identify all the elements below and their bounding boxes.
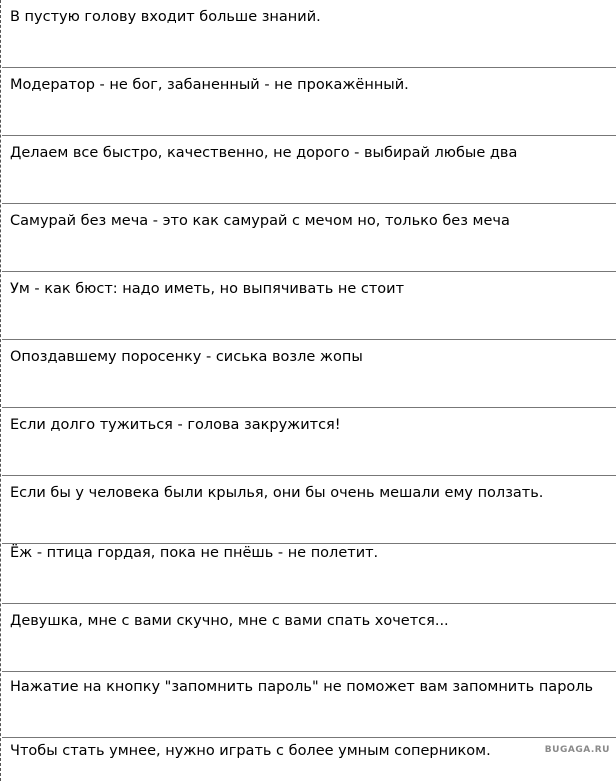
joke-text: Ум - как бюст: надо иметь, но выпячивать не стоит: [10, 281, 405, 297]
joke-text: Если бы у человека были крылья, они бы очень мешали ему ползать.: [10, 485, 544, 501]
joke-text: Делаем все быстро, качественно, не дорого - выбирай любые два: [10, 145, 518, 161]
joke-text: Чтобы стать умнее, нужно играть с более умным соперником.: [10, 743, 491, 759]
joke-strip: [2, 68, 616, 136]
joke-strip: [2, 0, 616, 68]
joke-text: Нажатие на кнопку "запомнить пароль" не поможет вам запомнить пароль: [10, 679, 594, 695]
joke-strip: [2, 272, 616, 340]
joke-strip: [2, 136, 616, 204]
joke-strip: [2, 340, 616, 408]
joke-text: Модератор - не бог, забаненный - не прокажённый.: [10, 77, 409, 93]
site-watermark: BUGAGA.RU: [544, 745, 610, 755]
joke-text: Девушка, мне с вами скучно, мне с вами спать хочется...: [10, 613, 449, 629]
joke-strip: [2, 408, 616, 476]
joke-text: Самурай без меча - это как самурай с мечом но, только без меча: [10, 213, 510, 229]
joke-strip: [2, 604, 616, 672]
joke-strip: [2, 670, 616, 738]
joke-text: Ёж - птица гордая, пока не пнёшь - не полетит.: [10, 545, 379, 561]
joke-text: Опоздавшему поросенку - сиська возле жопы: [10, 349, 363, 365]
joke-strip: [2, 734, 616, 781]
joke-strip: [2, 476, 616, 544]
joke-text: Если долго тужиться - голова закружится!: [10, 417, 341, 433]
joke-strip: [2, 536, 616, 604]
joke-strip: [2, 204, 616, 272]
joke-text: В пустую голову входит больше знаний.: [10, 9, 321, 25]
